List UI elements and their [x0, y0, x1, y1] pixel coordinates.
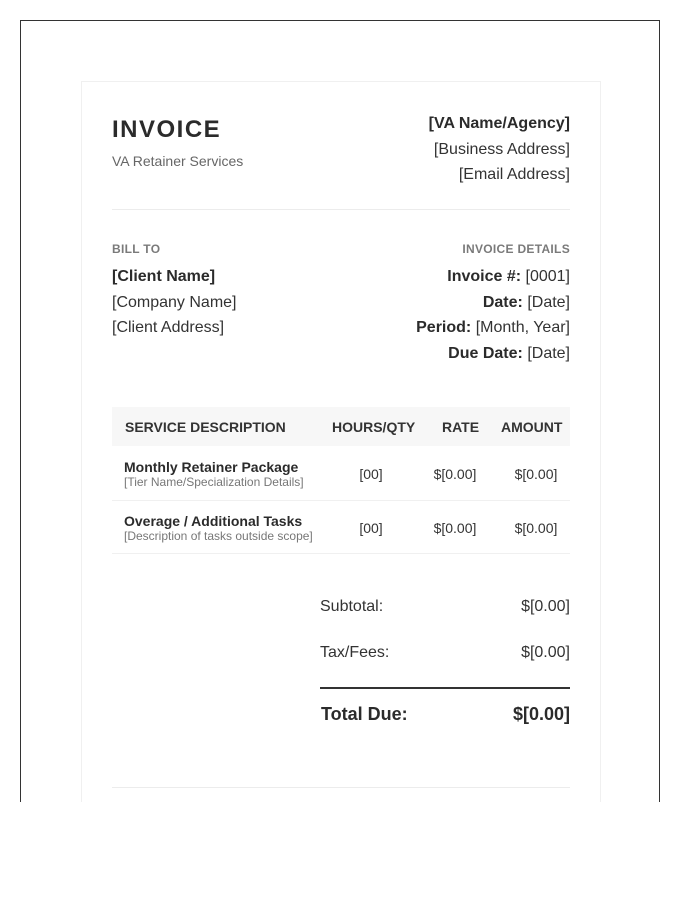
row-1-title: Monthly Retainer Package — [124, 459, 299, 475]
header-divider — [112, 209, 570, 210]
invoice-subtitle: VA Retainer Services — [112, 153, 244, 169]
row-2-qty: [00] — [359, 520, 383, 536]
row-1-amount: $[0.00] — [514, 466, 558, 482]
row-1-rate: $[0.00] — [433, 466, 477, 482]
invoice-period-value: [Month, Year] — [475, 319, 570, 336]
invoice-number-label: Invoice #: — [447, 268, 522, 285]
row-divider — [112, 500, 570, 501]
row-2-rate: $[0.00] — [433, 520, 477, 536]
invoice-number-line — [447, 268, 570, 286]
footer-divider — [112, 787, 570, 788]
tax-value: $[0.00] — [521, 644, 570, 661]
header-service-description: SERVICE DESCRIPTION — [125, 419, 286, 435]
row-1-subtitle: [Tier Name/Specialization Details] — [124, 475, 304, 489]
client-address: [Client Address] — [112, 319, 225, 336]
invoice-date-value: [Date] — [527, 294, 570, 311]
invoice-date-label: Date: — [482, 294, 523, 311]
row-2-amount: $[0.00] — [514, 520, 558, 536]
header-rate: RATE — [442, 419, 480, 435]
invoice-title: INVOICE — [112, 116, 222, 143]
invoice-due-line — [448, 345, 570, 363]
total-rule — [320, 687, 570, 689]
invoice-due-label: Due Date: — [448, 345, 523, 362]
invoice-period-label: Period: — [416, 319, 472, 336]
total-due-value: $[0.00] — [512, 704, 570, 724]
client-name: [Client Name] — [112, 268, 216, 285]
invoice-number-value: [0001] — [525, 268, 570, 285]
row-divider — [112, 553, 570, 554]
subtotal-value: $[0.00] — [521, 598, 570, 615]
invoice-details-label: INVOICE DETAILS — [462, 242, 570, 256]
subtotal-label: Subtotal: — [320, 598, 384, 615]
row-2-subtitle: [Description of tasks outside scope] — [124, 529, 313, 543]
invoice-date-line — [483, 294, 570, 312]
total-due-label: Total Due: — [321, 704, 408, 724]
agency-name: [VA Name/Agency] — [428, 115, 570, 132]
header-hours-qty: HOURS/QTY — [332, 419, 416, 435]
invoice-period-line — [416, 319, 570, 337]
agency-address: [Business Address] — [433, 141, 570, 158]
bill-to-label: BILL TO — [112, 242, 161, 256]
company-name: [Company Name] — [112, 294, 237, 311]
tax-label: Tax/Fees: — [320, 644, 390, 661]
header-amount: AMOUNT — [501, 419, 563, 435]
invoice-due-value: [Date] — [527, 345, 570, 362]
agency-email: [Email Address] — [458, 166, 570, 183]
row-2-title: Overage / Additional Tasks — [124, 513, 303, 529]
row-1-qty: [00] — [359, 466, 383, 482]
